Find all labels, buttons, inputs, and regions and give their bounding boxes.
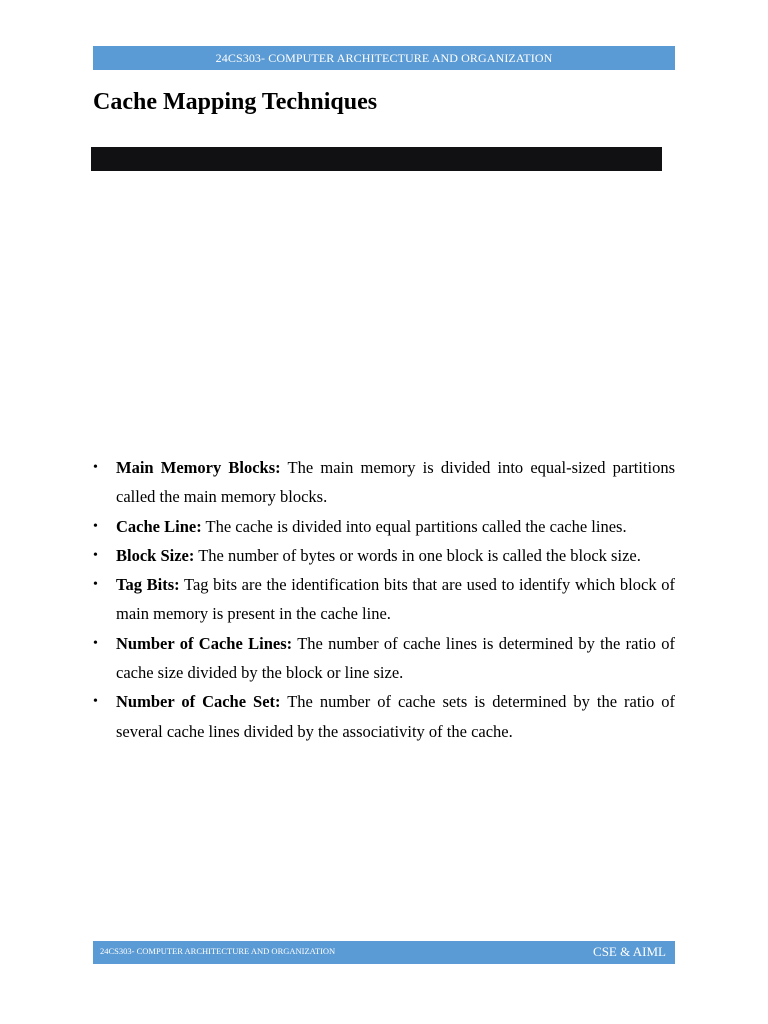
definition-text: The cache is divided into equal partitions called the cache lines.	[205, 516, 627, 536]
definition-text: The main memory is divided into equal-sized partitions called the main memory blocks.	[116, 458, 675, 507]
image-placeholder-bar	[91, 147, 662, 171]
bullet-icon: •	[93, 577, 98, 593]
bullet-icon: •	[93, 635, 98, 651]
definition-term: Number of Cache Set:	[116, 692, 281, 712]
bullet-icon: •	[93, 694, 98, 710]
page-footer	[93, 941, 675, 964]
list-item	[93, 541, 675, 570]
footer-department: CSE & AIML	[593, 944, 666, 959]
definition-term: Main Memory Blocks:	[116, 458, 281, 477]
definition-text: The number of cache lines is determined by the ratio of cache size divided by the block or line size.	[116, 633, 675, 683]
definition-text: Tag bits are the identification bits that are used to identify which block of main memory is present in the cache line.	[116, 575, 675, 624]
list-item	[93, 512, 675, 541]
bullet-icon: •	[93, 547, 98, 563]
page-title: Cache Mapping Techniques	[93, 89, 378, 115]
definition-term: Tag Bits:	[116, 575, 180, 595]
list-item	[93, 453, 675, 512]
page-header	[93, 46, 675, 70]
bullet-icon: •	[93, 518, 98, 534]
definition-text: The number of cache sets is determined by the ratio of several cache lines divided by the associativity of the cache.	[116, 692, 675, 741]
bullet-icon: •	[93, 460, 98, 475]
definition-term: Cache Line:	[116, 516, 202, 536]
list-item	[93, 687, 675, 746]
list-item	[93, 570, 675, 629]
footer-course-title: 24CS303- COMPUTER ARCHITECTURE AND ORGANIZATION	[100, 946, 336, 956]
definition-list	[93, 453, 675, 746]
definition-text: The number of bytes or words in one block is called the block size.	[198, 545, 641, 565]
list-item	[93, 629, 675, 688]
header-course-title: 24CS303- COMPUTER ARCHITECTURE AND ORGANIZATION	[215, 51, 553, 65]
definition-term: Block Size:	[116, 545, 195, 565]
definition-term: Number of Cache Lines:	[116, 633, 293, 653]
